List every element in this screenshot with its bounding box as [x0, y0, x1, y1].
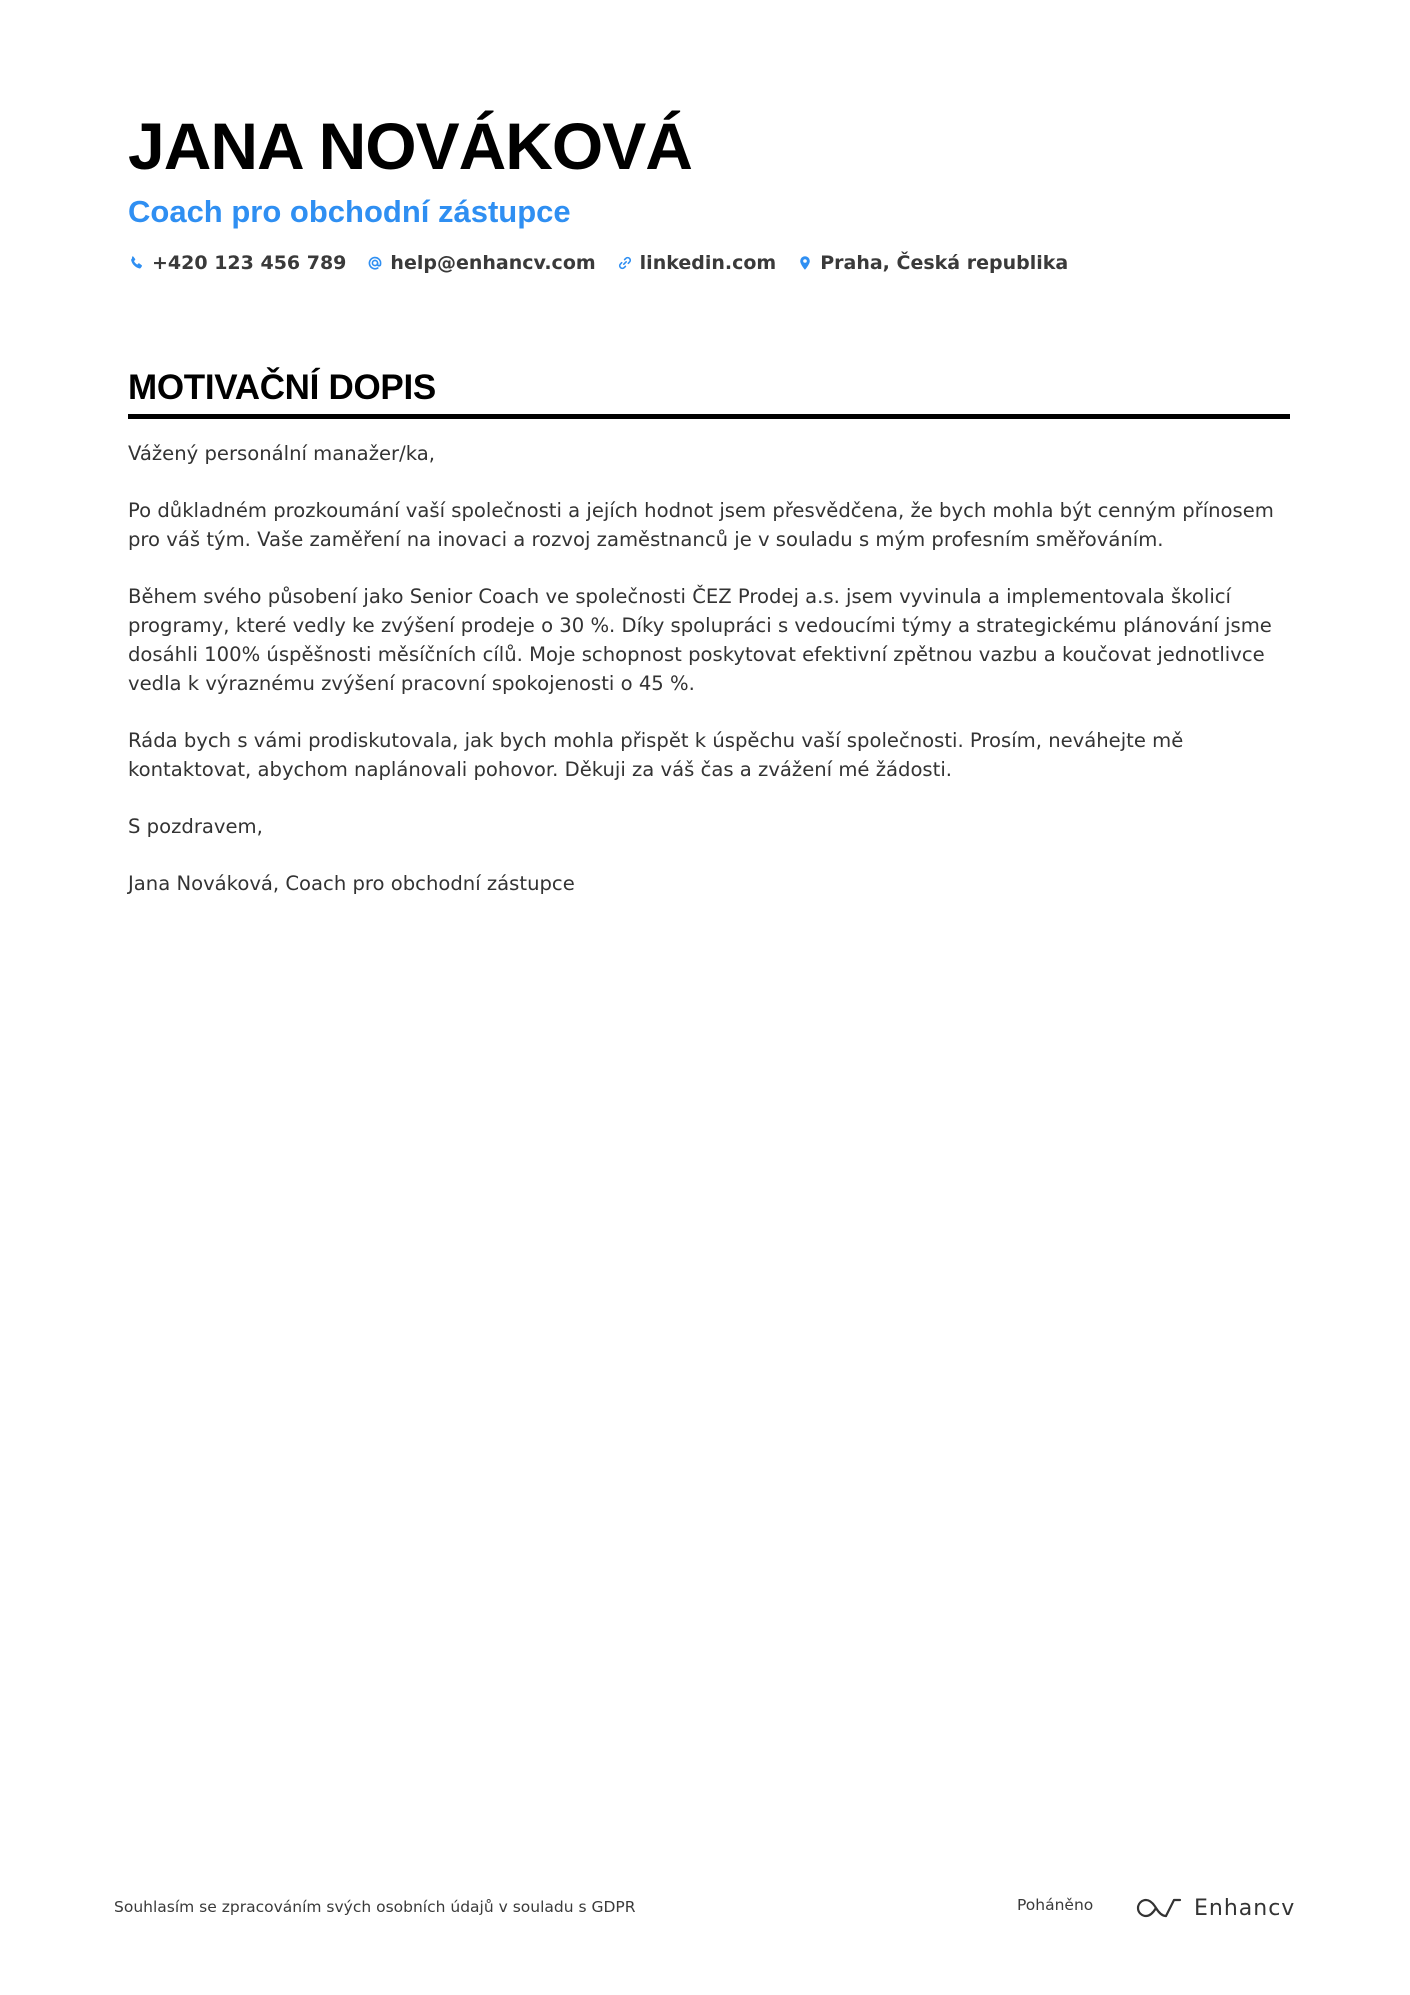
phone-icon [128, 254, 146, 272]
contact-linkedin-text: linkedin.com [639, 252, 777, 274]
contact-phone-text: +420 123 456 789 [152, 252, 347, 274]
gdpr-consent-text: Souhlasím se zpracováním svých osobních údajů v souladu s GDPR [114, 1898, 636, 1916]
candidate-name: JANA NOVÁKOVÁ [128, 109, 692, 183]
contact-phone [128, 252, 346, 274]
location-pin-icon [796, 254, 814, 272]
contact-email-text: help@enhancv.com [390, 252, 596, 274]
enhancv-logo-icon [1136, 1894, 1184, 1922]
letter-body [128, 439, 1290, 926]
link-icon [616, 254, 634, 272]
footer [114, 1888, 1296, 1928]
contact-bar [128, 252, 1288, 274]
brand-logo[interactable] [1136, 1888, 1295, 1928]
letter-closing: S pozdravem, [128, 815, 263, 838]
letter-paragraph-2: Během svého působení jako Senior Coach ve společnosti ČEZ Prodej a.s. jsem vyvinula a implementovala školicí programy, které vedly ke zvýšení prodeje o 30 %. Díky spolupráci s vedoucími týmy a strategickému plánování jsme dosáhli 100% úspěšnosti měsíčních cílů. Moje schopnost poskytovat efektivní zpětnou vazbu a koučovat jednotlivce vedla k výraznému zvýšení pracovní spokojenosti o 45 %. [128, 585, 1272, 695]
letter-greeting: Vážený personální manažer/ka, [128, 442, 435, 465]
contact-email[interactable] [366, 252, 595, 274]
letter-paragraph-3: Ráda bych s vámi prodiskutovala, jak bych mohla přispět k úspěchu vaší společnosti. Prosím, neváhejte mě kontaktovat, abychom naplánovali pohovor. Děkuji za váš čas a zvážení mé žádosti. [128, 729, 1184, 781]
candidate-role: Coach pro obchodní zástupce [128, 194, 571, 229]
letter-signature: Jana Nováková, Coach pro obchodní zástupce [128, 872, 575, 895]
section-title: MOTIVAČNÍ DOPIS [128, 366, 1290, 419]
at-icon [366, 254, 384, 272]
powered-by-label: Poháněno [1017, 1896, 1094, 1914]
contact-location [796, 252, 1068, 274]
letter-paragraph-1: Po důkladném prozkoumání vaší společnosti a jejích hodnot jsem přesvědčena, že bych mohla být cenným přínosem pro váš tým. Vaše zaměření na inovaci a rozvoj zaměstnanců je v souladu s mým profesním směřováním. [128, 499, 1274, 551]
contact-location-text: Praha, Česká republika [820, 252, 1069, 274]
contact-linkedin[interactable] [616, 252, 777, 274]
brand-name: Enhancv [1194, 1895, 1296, 1921]
header [128, 108, 1288, 274]
